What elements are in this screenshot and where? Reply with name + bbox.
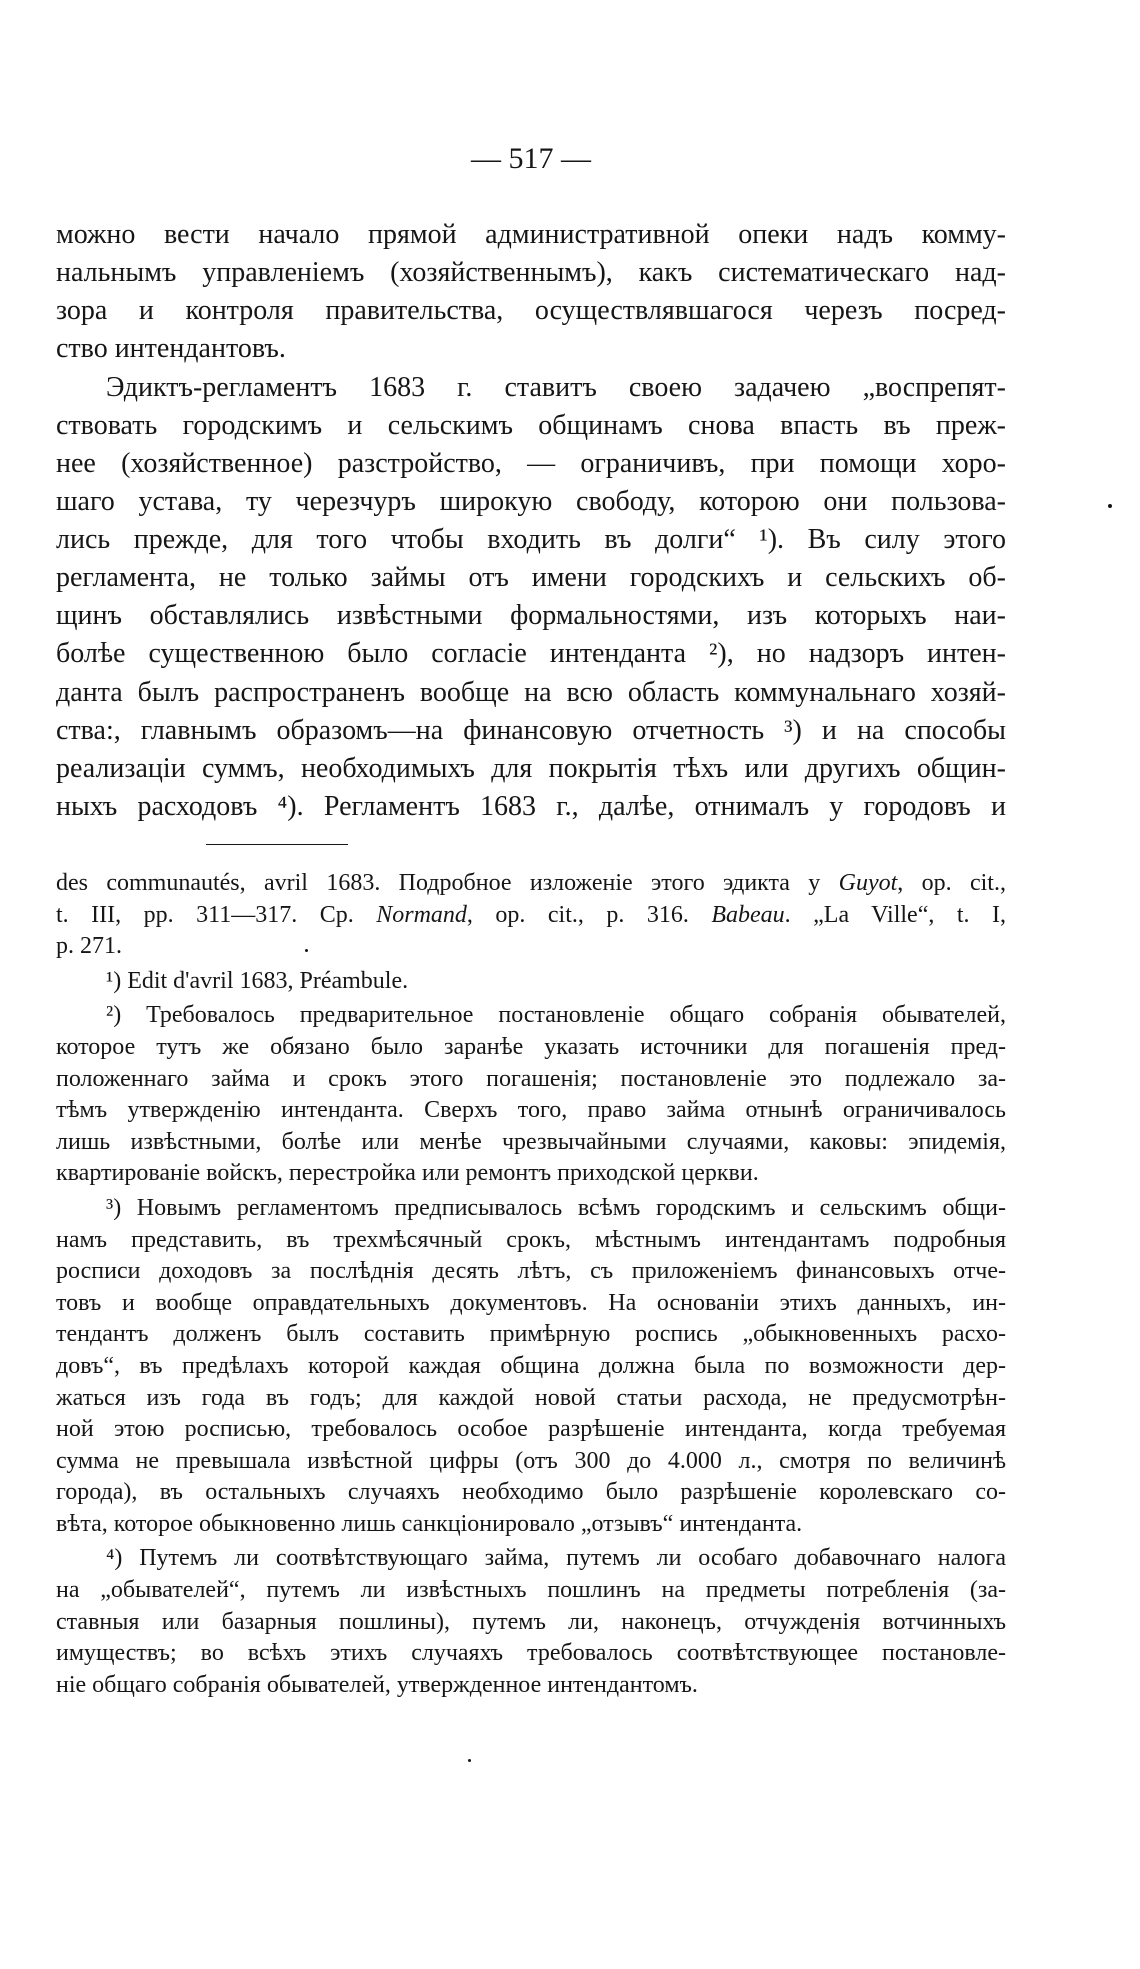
main-text-line: можно вести начало прямой административной опеки надъ комму- <box>56 219 1006 250</box>
footnote-line: ²) Требовалось предварительное постановленіе общаго собранія обывателей, <box>106 1002 1006 1029</box>
scan-speck <box>468 1759 471 1762</box>
footnote-1 <box>56 966 1006 998</box>
footnote-line: намъ представить, въ трехмѣсячный срокъ, мѣстнымъ интендантамъ подробныя <box>56 1226 1006 1253</box>
footnote-line: города), въ остальныхъ случаяхъ необходимо было разрѣшеніе королевскаго со- <box>56 1479 1006 1506</box>
main-text-line: ство интендантовъ. <box>56 333 286 365</box>
footnote-line: ніе общаго собранія обывателей, утвержденное интендантомъ. <box>56 1671 698 1698</box>
footnote-line: лишь извѣстными, болѣе или менѣе чрезвычайными случаями, каковы: эпидемія, <box>56 1128 1006 1155</box>
main-text-line: ствовать городскимъ и сельскимъ общинамъ снова впасть въ преж- <box>56 409 1006 441</box>
footnote-line: ставныя или базарныя пошлины), путемъ ли, наконецъ, отчужденія вотчинныхъ <box>56 1608 1006 1635</box>
footnote-4 <box>56 1543 1006 1701</box>
main-text <box>56 216 1006 826</box>
footnote-text: , op. cit., p. 316. <box>466 901 712 928</box>
footnote-line <box>56 900 1006 932</box>
main-text-line: болѣе существенною было согласіе интенданта ²), но надзоръ интен- <box>56 638 1006 670</box>
footnote-2 <box>56 1000 1006 1190</box>
paragraph-2 <box>56 369 1006 827</box>
footnote-line: товъ и вообще оправдательныхъ документовъ. На основаніи этихъ данныхъ, ин- <box>56 1289 1006 1316</box>
footnote-line: тендантъ долженъ былъ составить примѣрную роспись „обыкновенныхъ расхо- <box>56 1321 1006 1348</box>
main-text-line: ныхъ расходовъ ⁴). Регламентъ 1683 г., далѣе, отнималъ у городовъ и <box>56 790 1006 822</box>
footnote-line: ⁴) Путемъ ли соотвѣтствующаго займа, путемъ ли особаго добавочнаго налога <box>106 1545 1006 1572</box>
footnote-line: ной этою росписью, требовалось особое разрѣшеніе интенданта, когда требуемая <box>56 1416 1006 1443</box>
footnote-line: положеннаго займа и срокъ этого погашенія; постановленіе это подлежало за- <box>56 1065 1006 1092</box>
footnote-separator <box>206 844 348 845</box>
footnote-line: жаться изъ года въ годъ; для каждой новой статьи расхода, не предусмотрѣн- <box>56 1384 1006 1411</box>
scan-speck <box>305 949 308 952</box>
main-text-line: зора и контроля правительства, осуществлявшагося черезъ посред- <box>56 295 1006 327</box>
footnote-line: квартированіе войскъ, перестройка или ремонтъ приходской церкви. <box>56 1160 759 1187</box>
page-number: — 517 — <box>471 142 591 175</box>
footnote-line: p. 271. <box>56 933 122 960</box>
footnote-line: которое тутъ же обязано было заранѣе указать источники для погашенія пред- <box>56 1033 1006 1060</box>
cited-author: Normand <box>376 901 467 928</box>
main-text-line: регламента, не только займы отъ имени городскихъ и сельскихъ об- <box>56 562 1006 594</box>
cited-author: Babeau <box>711 901 785 928</box>
footnote-line: вѣта, которое обыкновенно лишь санкціонировало „отзывъ“ интенданта. <box>56 1510 803 1537</box>
footnote-text: t. III, pp. 311—317. Ср. <box>56 901 377 928</box>
footnote-line: росписи доходовъ за послѣднія десять лѣтъ, съ приложеніемъ финансовыхъ отче- <box>56 1258 1006 1285</box>
footnote-text: , op. cit., <box>897 870 1006 896</box>
main-text-line: данта былъ распространенъ вообще на всю область коммунальнаго хозяй- <box>56 676 1006 708</box>
footnote-line: довъ“, въ предѣлахъ которой каждая община должна была по возможности дер- <box>56 1352 1006 1379</box>
footnote-line: на „обывателей“, путемъ ли извѣстныхъ пошлинъ на предметы потребленія (за- <box>56 1577 1006 1604</box>
main-text-line: лись прежде, для того чтобы входить въ долги“ ¹). Въ силу этого <box>56 524 1006 555</box>
main-text-line: нальнымъ управленіемъ (хозяйственнымъ), какъ систематическаго над- <box>56 257 1006 289</box>
main-text-line: Эдиктъ-регламентъ 1683 г. ставитъ своею задачею „воспрепят- <box>106 371 1006 403</box>
main-text-line: щинъ обставлялись извѣстными формальностями, изъ которыхъ наи- <box>56 600 1006 632</box>
footnote-line: ³) Новымъ регламентомъ предписывалось всѣмъ городскимъ и сельскимъ общи- <box>106 1194 1006 1221</box>
main-text-line: нее (хозяйственное) разстройство, — ограничивъ, при помощи хоро- <box>56 447 1006 479</box>
footnote-line: тѣмъ утвержденію интенданта. Сверхъ того, право займа отнынѣ ограничивалось <box>56 1097 1006 1124</box>
main-text-line: реализаціи суммъ, необходимыхъ для покрытія тѣхъ или другихъ общин- <box>56 752 1006 784</box>
footnotes <box>56 868 1006 1701</box>
scan-speck <box>1108 504 1112 508</box>
footnote-line: имуществъ; во всѣхъ этихъ случаяхъ требовалось соотвѣтствующее постановле- <box>56 1640 1006 1667</box>
footnote-line: сумма не превышала извѣстной цифры (отъ 300 до 4.000 л., смотря по величинѣ <box>56 1447 1006 1474</box>
footnote-continued <box>56 868 1006 963</box>
footnote-text: des communautés, avril 1683. Подробное изложеніе этого эдикта у <box>56 870 839 896</box>
paragraph-1 <box>56 216 1006 369</box>
footnote-line <box>56 868 1006 900</box>
footnote-3 <box>56 1193 1006 1541</box>
main-text-line: ства:, главнымъ образомъ—на финансовую отчетность ³) и на способы <box>56 714 1006 746</box>
footnote-text: . „La Ville“, t. I, <box>784 901 1007 928</box>
footnote-line: ¹) Edit d'avril 1683, Préambule. <box>106 967 409 994</box>
cited-author: Guyot <box>838 870 898 896</box>
main-text-line: шаго устава, ту черезчуръ широкую свободу, которою они пользова- <box>56 485 1006 517</box>
